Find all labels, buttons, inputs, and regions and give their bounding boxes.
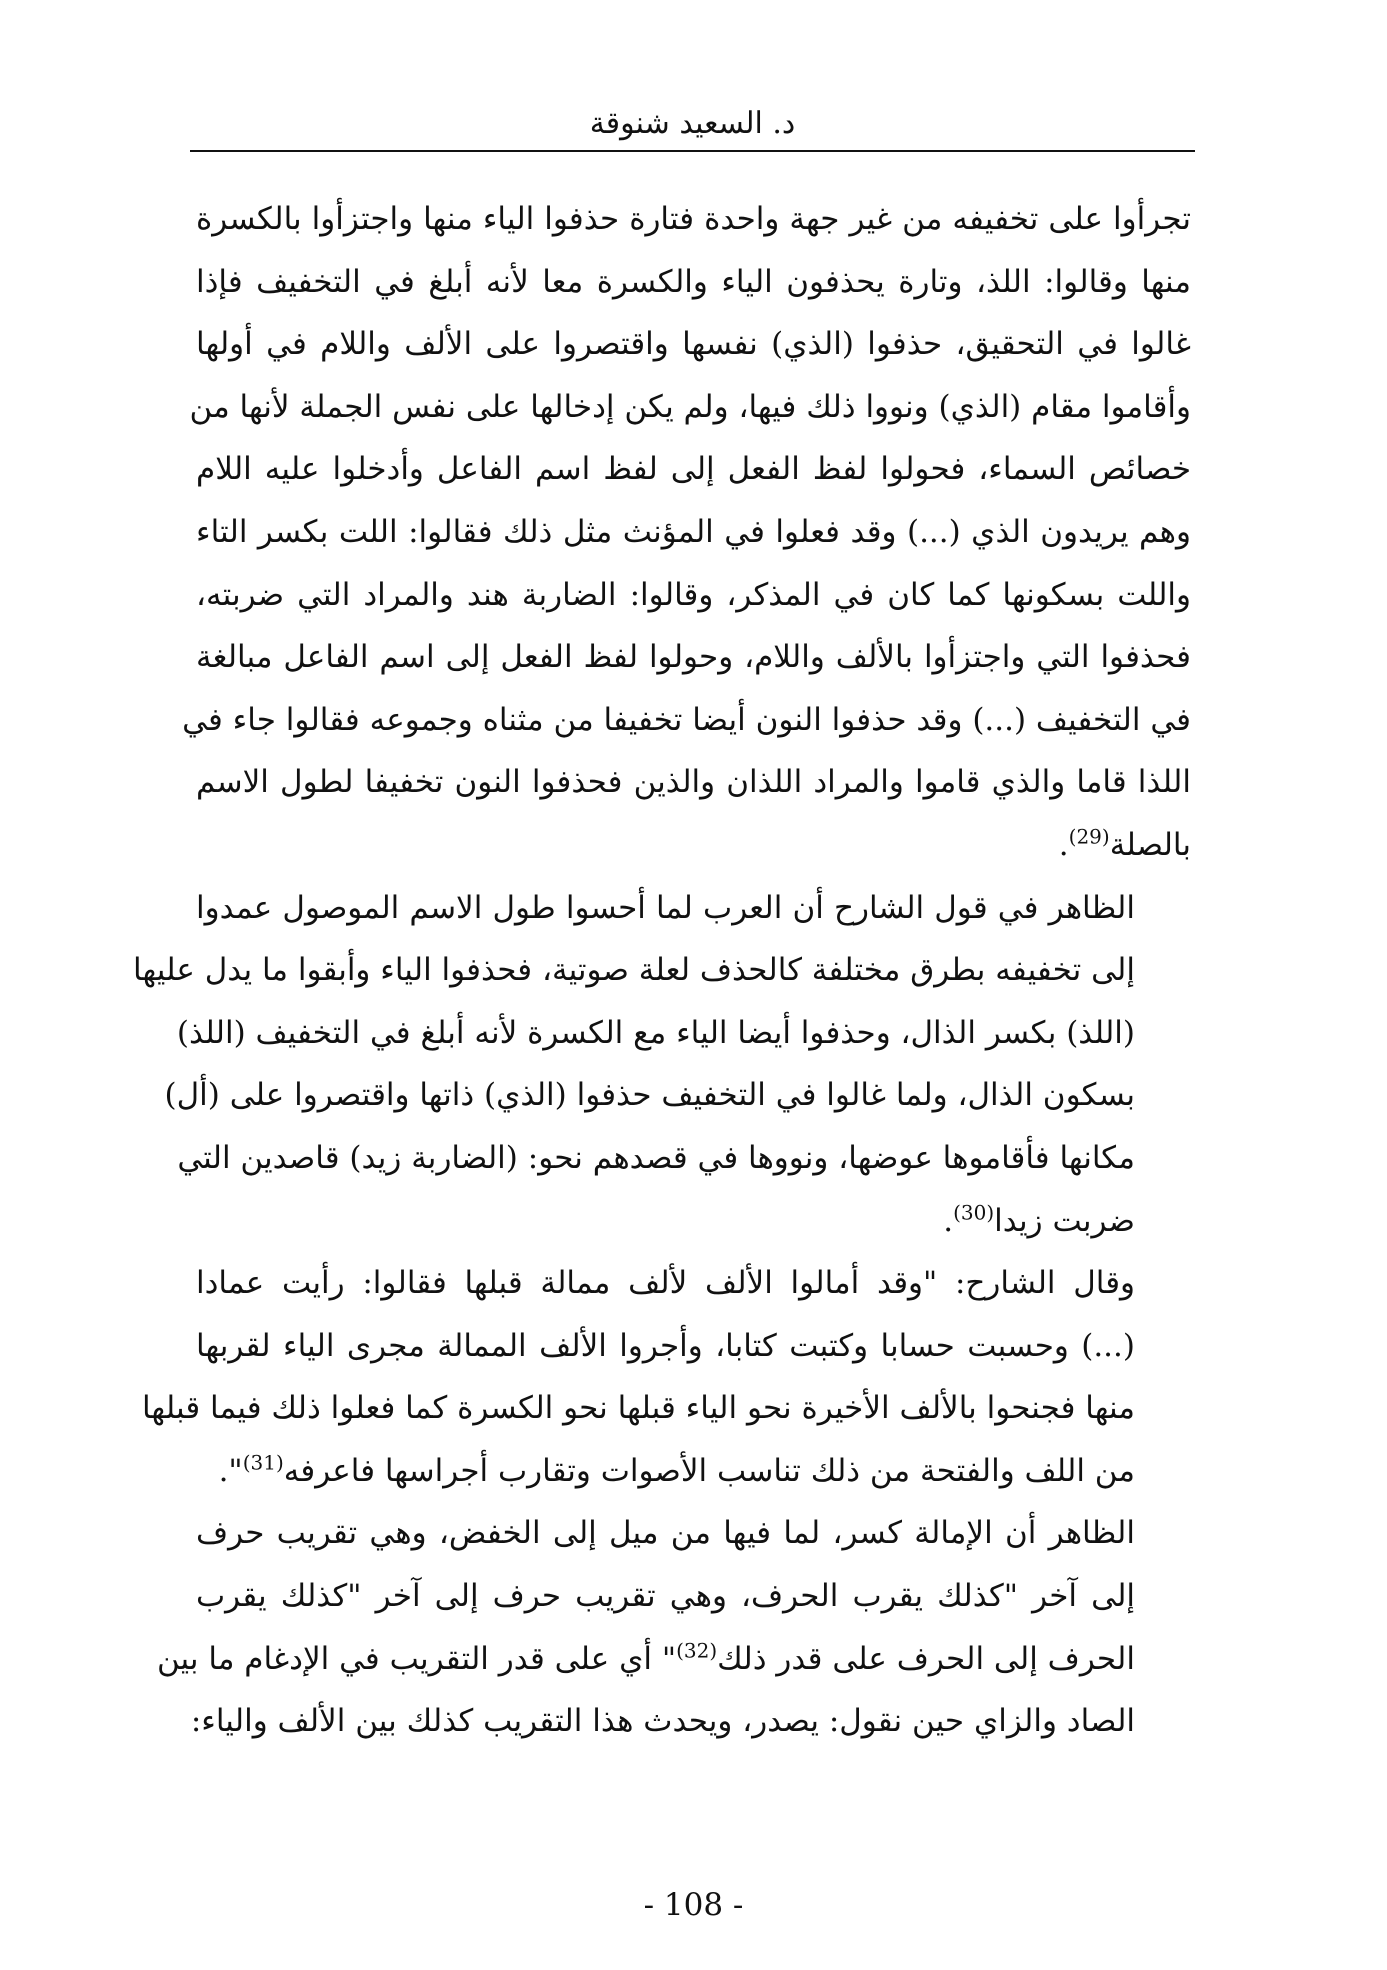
punctuation: . [943, 1202, 954, 1239]
text-line: وأقاموا مقام (الذي) ونووا ذلك فيها، ولم يكن إدخالها على نفس الجملة لأنها من [189, 388, 1191, 425]
paragraph-2 [133, 877, 1191, 1253]
text-line: الظاهر في قول الشارح أن العرب لما أحسوا طول الاسم الموصول عمدوا [196, 889, 1135, 926]
text-line: منها وقالوا: اللذ، وتارة يحذفون الياء والكسرة معا لأنه أبلغ في التخفيف فإذا [196, 263, 1191, 300]
text-line: الظاهر أن الإمالة كسر، لما فيها من ميل إلى الخفض، وهي تقريب حرف [196, 1515, 1135, 1552]
paragraph-1 [182, 188, 1191, 877]
text-line: الصاد والزاي حين نقول: يصدر، ويحدث هذا التقريب كذلك بين الألف والياء: [190, 1703, 1135, 1740]
text-line [196, 1190, 1191, 1253]
text-line: تجرأوا على تخفيفه من غير جهة واحدة فتارة حذفوا الياء منها واجتزأوا بالكسرة [196, 201, 1191, 237]
text-fragment: ضربت زيدا [994, 1202, 1135, 1239]
running-header-author: د. السعيد شنوقة [589, 106, 796, 141]
text-line: واللت بسكونها كما كان في المذكر، وقالوا: الضاربة هند والمراد التي ضربته، [196, 576, 1191, 613]
text-line: (...) وحسبت حسابا وكتبت كتابا، وأجروا الألف الممالة مجرى الياء لقربها [196, 1327, 1135, 1364]
text-fragment: الحرف إلى الحرف على قدر ذلك [717, 1640, 1135, 1677]
text-line: إلى آخر "كذلك يقرب الحرف، وهي تقريب حرف إلى آخر "كذلك يقرب [196, 1578, 1135, 1615]
text-fragment: بالصلة [1109, 826, 1191, 863]
text-line: وقال الشارح: "وقد أمالوا الألف لألف ممالة قبلها فقالوا: رأيت عمادا [196, 1265, 1135, 1302]
text-line [196, 814, 1191, 877]
text-line [156, 1628, 1191, 1691]
text-fragment: من اللف والفتحة من ذلك تناسب الأصوات وتقارب أجراسها فاعرفه [283, 1452, 1135, 1489]
text-line: منها فجنحوا بالألف الأخيرة نحو الياء قبلها نحو الكسرة كما فعلوا ذلك فيما قبلها [141, 1390, 1135, 1427]
footnote-reference: (31) [242, 1450, 284, 1475]
text-line: وهم يريدون الذي (...) وقد فعلوا في المؤنث مثل ذلك فقالوا: اللت بكسر التاء [196, 513, 1191, 550]
text-line: مكانها فأقاموها عوضها، ونووها في قصدهم نحو: (الضاربة زيد) قاصدين التي [177, 1139, 1135, 1176]
text-line: إلى تخفيفه بطرق مختلفة كالحذف لعلة صوتية، فحذفوا الياء وأبقوا ما يدل عليها [133, 952, 1135, 989]
footnote-reference: (29) [1068, 824, 1110, 849]
page-number: - 108 - [643, 1887, 744, 1923]
punctuation: . [1058, 826, 1069, 863]
footnote-reference: (32) [676, 1638, 718, 1663]
text-line: غالوا في التحقيق، حذفوا (الذي) نفسها واقتصروا على الألف واللام في أولها [196, 326, 1191, 363]
footnote-reference: (30) [953, 1200, 995, 1225]
paragraph-3 [141, 1252, 1191, 1502]
text-line: في التخفيف (...) وقد حذفوا النون أيضا تخفيفا من مثناه وجموعه فقالوا جاء في [182, 701, 1191, 738]
text-line: (اللذ) بكسر الذال، وحذفوا أيضا الياء مع الكسرة لأنه أبلغ في التخفيف (اللذ) [176, 1014, 1135, 1051]
text-line [196, 1440, 1191, 1503]
text-line: خصائص السماء، فحولوا لفظ الفعل إلى لفظ اسم الفاعل وأدخلوا عليه اللام [196, 451, 1191, 488]
header-divider [190, 150, 1195, 152]
body-text [133, 188, 1191, 1753]
punctuation: ". [218, 1452, 243, 1489]
text-line: اللذا قاما والذي قاموا والمراد اللذان والذين فحذفوا النون تخفيفا لطول الاسم [196, 764, 1191, 801]
text-line: بسكون الذال، ولما غالوا في التخفيف حذفوا (الذي) ذاتها واقتصروا على (أل) [164, 1077, 1135, 1114]
text-line: فحذفوا التي واجتزأوا بالألف واللام، وحولوا لفظ الفعل إلى اسم الفاعل مبالغة [196, 639, 1191, 676]
text-fragment: " أي على قدر التقريب في الإدغام ما بين [156, 1640, 677, 1677]
paragraph-4 [156, 1502, 1191, 1752]
